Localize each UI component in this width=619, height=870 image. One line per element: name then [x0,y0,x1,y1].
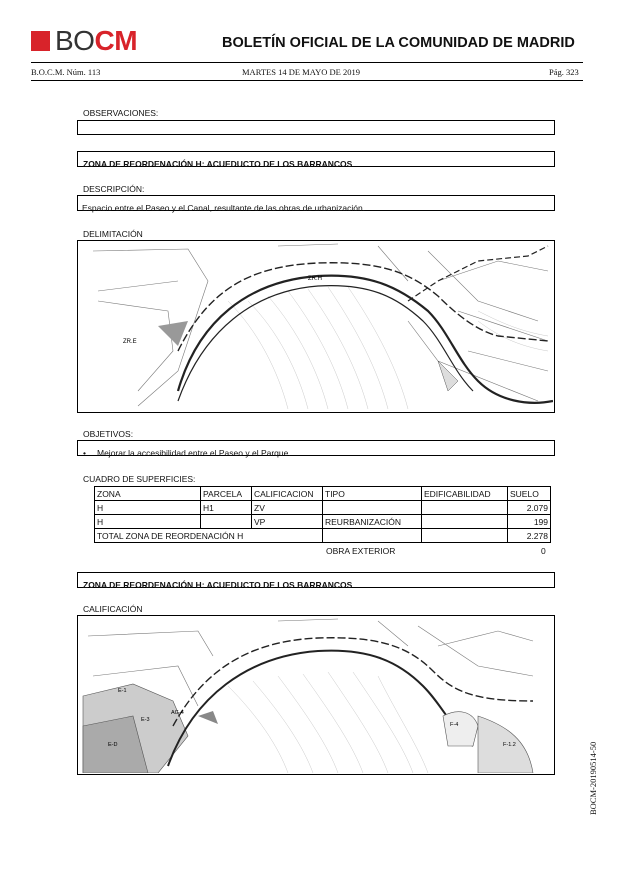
page-title: BOLETÍN OFICIAL DE LA COMUNIDAD DE MADRID [222,35,575,51]
objetivos-item: Mejorar la accesibilidad entre el Paseo y el Parque. [97,448,291,458]
objetivos-box [77,440,555,456]
table-cell [201,515,252,529]
divider [31,62,583,63]
table-row [95,501,551,515]
table-cell: ZV [252,501,323,515]
bocm-logo: BOCM [55,25,138,56]
map-label: F-4 [450,722,459,728]
table-cell [422,515,508,529]
calificacion-label: CALIFICACIÓN [83,604,143,614]
page-number: Pág. 323 [549,67,579,77]
issue-number: B.O.C.M. Núm. 113 [31,67,101,77]
table-cell: H [95,501,201,515]
map-label: ZR.H [308,276,322,282]
descripcion-box [77,195,555,211]
delimitation-map-drawing [78,241,553,411]
table-cell [422,529,508,543]
divider [31,80,583,81]
table-cell: H1 [201,501,252,515]
total-label: TOTAL ZONA DE REORDENACIÓN H [95,529,323,543]
table-row [95,515,551,529]
madrid-logo-icon [31,31,50,51]
zone-title-box [77,572,555,588]
zone-title: ZONA DE REORDENACIÓN H: ACUEDUCTO DE LOS BARRANCOS [83,580,353,590]
table-header: SUELO [508,487,551,501]
table-header-row [95,487,551,501]
table-header: ZONA [95,487,201,501]
document-code: BOCM-20190514-50 [588,741,598,815]
cuadro-label: CUADRO DE SUPERFICIES: [83,474,196,484]
bullet-icon: • [83,448,86,458]
table-header: EDIFICABILIDAD [422,487,508,501]
table-total-row [95,529,551,543]
observaciones-box [77,120,555,135]
map-label: AG-4 [171,710,184,716]
map-label: E-D [108,742,118,748]
descripcion-label: DESCRIPCIÓN: [83,184,145,194]
map-label: E-1 [118,688,127,694]
table-cell: 2.079 [508,501,551,515]
observaciones-label: OBSERVACIONES: [83,108,159,118]
table-cell: H [95,515,201,529]
table-cell: REURBANIZACIÓN [323,515,422,529]
table-cell [323,501,422,515]
table-header: PARCELA [201,487,252,501]
obra-exterior-label: OBRA EXTERIOR [326,546,396,556]
objetivos-label: OBJETIVOS: [83,429,134,439]
calificacion-map [77,615,555,775]
calificacion-map-drawing [78,616,553,773]
map-label: ZR.E [123,339,137,345]
table-cell [422,501,508,515]
obra-exterior-value: 0 [541,546,546,556]
table-cell [323,529,422,543]
table-header: CALIFICACION [252,487,323,501]
delimitacion-map [77,240,555,413]
issue-date: MARTES 14 DE MAYO DE 2019 [242,67,360,77]
table-header: TIPO [323,487,422,501]
descripcion-value: Espacio entre el Paseo y el Canal, resultante de las obras de urbanización. [82,203,366,213]
delimitacion-label: DELIMITACIÓN [83,229,143,239]
zone-title-box [77,151,555,167]
table-cell: 199 [508,515,551,529]
map-label: F-1.2 [503,742,516,748]
map-label: E-3 [141,717,150,723]
table-cell: VP [252,515,323,529]
superficies-table [94,486,551,543]
zone-title: ZONA DE REORDENACIÓN H: ACUEDUCTO DE LOS BARRANCOS [83,159,353,169]
total-value: 2.278 [508,529,551,543]
